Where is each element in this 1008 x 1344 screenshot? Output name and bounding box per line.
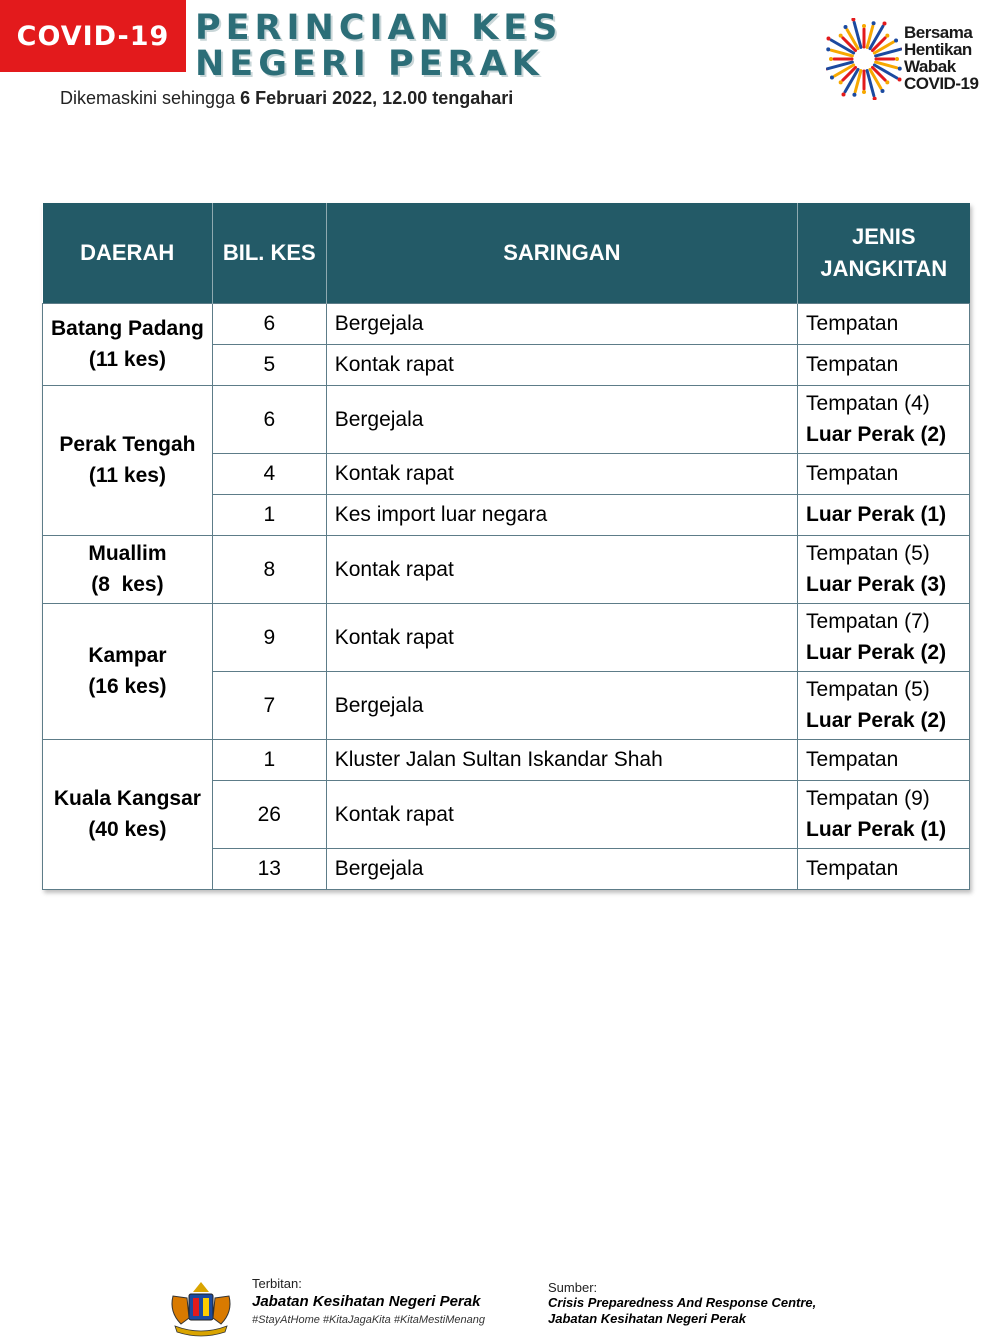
infection-type-cell: [798, 603, 970, 671]
infection-local: Tempatan (5): [806, 542, 930, 565]
header-saringan: SARINGAN: [326, 203, 797, 303]
district-name: Batang Padang: [51, 317, 204, 340]
source-label: Sumber:: [548, 1280, 598, 1295]
infection-outside-perak: Luar Perak (2): [806, 709, 947, 732]
case-count: 13: [212, 848, 326, 889]
page-title: [195, 10, 562, 82]
infection-outside-perak: Luar Perak (1): [806, 503, 947, 526]
case-count: 5: [212, 344, 326, 385]
infection-outside-perak: Luar Perak (2): [806, 641, 947, 664]
infection-outside-perak: Luar Perak (2): [806, 423, 947, 446]
screening-type: Kes import luar negara: [326, 494, 797, 535]
state-crest-icon: [163, 1278, 239, 1338]
case-count: 26: [212, 780, 326, 848]
publisher-block: [252, 1276, 485, 1326]
updated-date: 6 Februari 2022, 12.00 tengahari: [240, 88, 514, 108]
screening-type: Kontak rapat: [326, 535, 797, 603]
infection-local: Tempatan (4): [806, 392, 930, 415]
source-line-1: Crisis Preparedness And Response Centre,: [548, 1295, 817, 1310]
case-count: 9: [212, 603, 326, 671]
district-name: Muallim: [88, 542, 167, 565]
infection-local: Tempatan (5): [806, 678, 930, 701]
screening-type: Kontak rapat: [326, 453, 797, 494]
district-total: (40 kes): [88, 818, 167, 841]
logo-line-2: Hentikan: [904, 40, 972, 59]
district-name: Perak Tengah: [59, 433, 196, 456]
infection-outside-perak: Luar Perak (3): [806, 573, 947, 596]
district-cell: [43, 603, 213, 739]
hashtags: #StayAtHome #KitaJagaKita #KitaMestiMenang: [252, 1314, 485, 1326]
publisher-name: Jabatan Kesihatan Negeri Perak: [252, 1293, 481, 1310]
district-total: (11 kes): [88, 348, 166, 371]
covid-badge: COVID-19: [0, 0, 186, 72]
table-header-row: [43, 203, 970, 303]
infection-local: Tempatan: [806, 353, 899, 376]
district-cell: [43, 535, 213, 603]
infection-type-cell: [798, 453, 970, 494]
case-count: 1: [212, 739, 326, 780]
district-cell: [43, 739, 213, 889]
screening-type: Bergejala: [326, 385, 797, 453]
screening-type: Bergejala: [326, 671, 797, 739]
infection-outside-perak: Luar Perak (1): [806, 818, 947, 841]
infection-type-cell: [798, 344, 970, 385]
infection-type-cell: [798, 385, 970, 453]
table-row: [43, 739, 970, 780]
case-count: 6: [212, 385, 326, 453]
infection-type-cell: [798, 780, 970, 848]
screening-type: Kontak rapat: [326, 603, 797, 671]
logo-line-3: Wabak: [904, 57, 956, 76]
case-count: 7: [212, 671, 326, 739]
infection-type-cell: [798, 535, 970, 603]
logo-line-4: COVID-19: [904, 74, 979, 93]
infection-local: Tempatan (7): [806, 610, 930, 633]
logo-line-1: Bersama: [904, 23, 973, 42]
table-row: [43, 535, 970, 603]
infection-type-cell: [798, 848, 970, 889]
table-row: [43, 603, 970, 671]
case-count: 6: [212, 303, 326, 344]
infection-local: Tempatan: [806, 462, 899, 485]
infection-local: Tempatan: [806, 748, 899, 771]
screening-type: Bergejala: [326, 848, 797, 889]
case-count: 8: [212, 535, 326, 603]
header-daerah: DAERAH: [43, 203, 213, 303]
case-count: 4: [212, 453, 326, 494]
logo-text: [904, 24, 978, 92]
header-jenis-line-2: JANGKITAN: [820, 255, 948, 281]
district-cell: [43, 303, 213, 385]
table-row: [43, 303, 970, 344]
screening-type: Bergejala: [326, 303, 797, 344]
campaign-logo: [826, 18, 996, 100]
infection-type-cell: [798, 671, 970, 739]
infection-local: Tempatan: [806, 312, 899, 335]
case-count: 1: [212, 494, 326, 535]
district-total: (16 kes): [88, 675, 167, 698]
district-name: Kuala Kangsar: [53, 787, 201, 810]
header-bil-kes: BIL. KES: [212, 203, 326, 303]
district-total: (8 kes): [91, 573, 164, 596]
header-jenis-jangkitan: [798, 203, 970, 303]
title-line-1: PERINCIAN KES: [195, 8, 563, 48]
district-total: (11 kes): [88, 464, 166, 487]
title-line-2: NEGERI PERAK: [195, 44, 544, 84]
screening-type: Kontak rapat: [326, 780, 797, 848]
sunburst-icon: [826, 18, 902, 100]
publisher-label: Terbitan:: [252, 1276, 302, 1291]
table-row: [43, 385, 970, 453]
screening-type: Kontak rapat: [326, 344, 797, 385]
infection-local: Tempatan: [806, 857, 899, 880]
screening-type: Kluster Jalan Sultan Iskandar Shah: [326, 739, 797, 780]
case-table: [42, 203, 970, 890]
infection-type-cell: [798, 494, 970, 535]
infection-local: Tempatan (9): [806, 787, 930, 810]
updated-prefix: Dikemaskini sehingga: [60, 88, 236, 108]
infection-type-cell: [798, 303, 970, 344]
district-name: Kampar: [88, 644, 167, 667]
updated-timestamp: [60, 88, 513, 109]
source-line-2: Jabatan Kesihatan Negeri Perak: [548, 1311, 746, 1326]
district-cell: [43, 385, 213, 535]
header-jenis-line-1: JENIS: [851, 223, 916, 249]
infection-type-cell: [798, 739, 970, 780]
source-block: [548, 1280, 816, 1327]
